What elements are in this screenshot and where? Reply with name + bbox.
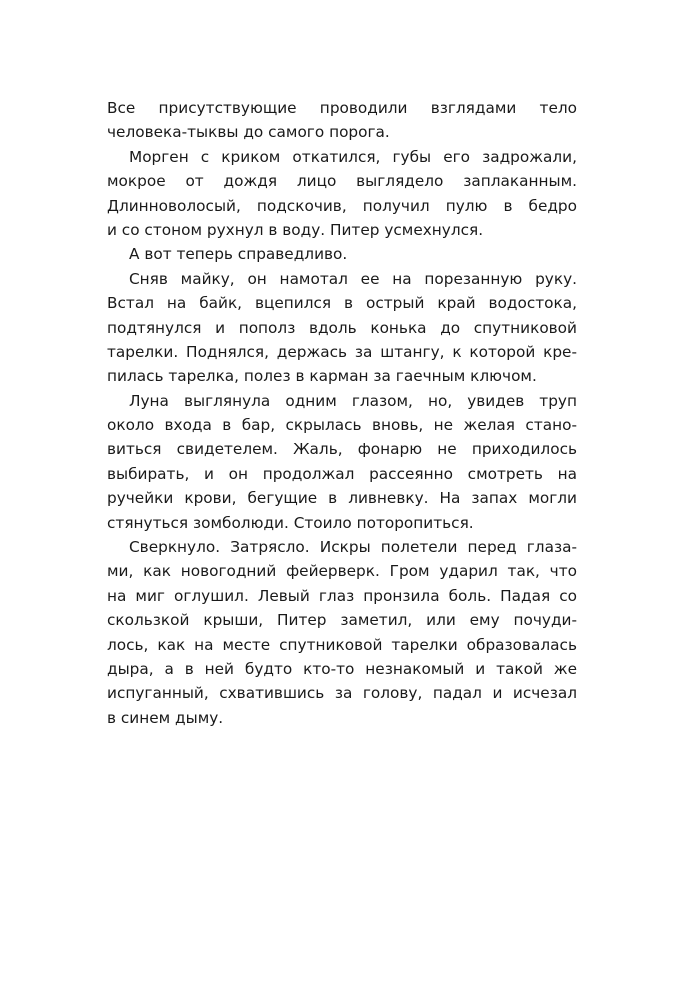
text-line: дыра, а в ней будто кто-то незнакомый и такой же: [107, 659, 577, 678]
text-line: лось, как на месте спутниковой тарелки образовалась: [107, 635, 577, 654]
text-line: А вот теперь справедливо.: [129, 245, 348, 264]
text-line: испуганный, схватившись за голову, падал и исчезал: [107, 684, 577, 703]
text-line: Сверкнуло. Затрясло. Искры полетели перед глаза-: [129, 538, 577, 557]
paragraph-1: [107, 96, 577, 145]
text-line: тарелки. Поднялся, держась за штангу, к которой кре-: [107, 342, 577, 361]
text-line: скользкой крыши, Питер заметил, или ему почуди-: [107, 611, 577, 630]
text-line: Длинноволосый, подскочив, получил пулю в бедро: [107, 196, 577, 215]
text-line: Морген с криком откатился, губы его задрожали,: [129, 147, 577, 166]
text-line: человека-тыквы до самого порога.: [107, 123, 390, 142]
text-line: Встал на байк, вцепился в острый край водостока,: [107, 294, 577, 313]
text-line: выбирать, и он продолжал рассеянно смотреть на: [107, 464, 577, 483]
text-line: Все присутствующие проводили взглядами тело: [107, 99, 577, 117]
text-line: виться свидетелем. Жаль, фонарю не приходилось: [107, 440, 577, 459]
text-line: в синем дыму.: [107, 708, 224, 727]
paragraph-6: [107, 535, 577, 730]
paragraph-2: [107, 145, 577, 243]
text-line: Луна выглянула одним глазом, но, увидев труп: [129, 391, 577, 410]
text-line: около входа в бар, скрылась вновь, не желая стано-: [107, 416, 577, 435]
text-line: ми, как новогодний фейерверк. Гром ударил так, что: [107, 562, 577, 581]
paragraph-5: [107, 389, 577, 535]
text-line: стянуться зомболюди. Стоило поторопиться.: [107, 513, 474, 532]
text-line: на миг оглушил. Левый глаз пронзила боль. Падая со: [107, 586, 577, 605]
paragraph-3: [107, 242, 577, 266]
text-line: Сняв майку, он намотал ее на порезанную руку.: [129, 269, 577, 288]
paragraph-4: [107, 267, 577, 389]
text-line: пилась тарелка, полез в карман за гаечным ключом.: [107, 367, 537, 386]
text-line: и со стоном рухнул в воду. Питер усмехнулся.: [107, 220, 484, 239]
text-line: мокрое от дождя лицо выглядело заплаканным.: [107, 172, 577, 191]
page-body-text: [107, 96, 577, 730]
text-line: подтянулся и пополз вдоль конька до спутниковой: [107, 318, 577, 337]
text-line: ручейки крови, бегущие в ливневку. На запах могли: [107, 489, 577, 508]
